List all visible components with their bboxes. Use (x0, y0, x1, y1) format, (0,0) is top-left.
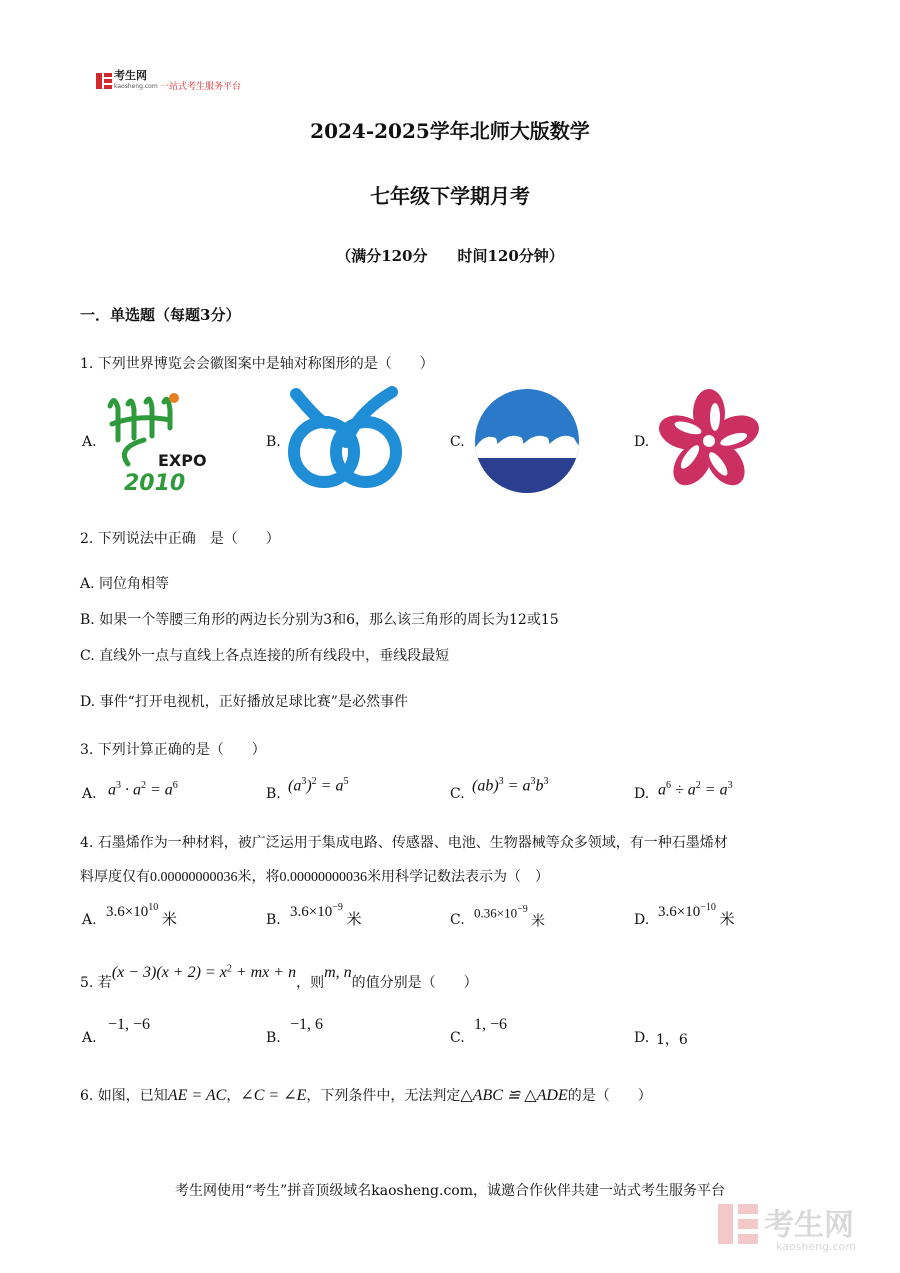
q2-option-b: B. 如果一个等腰三角形的两边长分别为3和6，那么该三角形的周长为12或15 (80, 612, 559, 628)
logo-text: 考生网 (114, 69, 147, 82)
footer-text: 考生网使用“考生”拼音顶级域名kaosheng.com，诚邀合作伙伴共建一站式考生服务平台 (174, 1183, 726, 1199)
q4-option-a-value: $3.6\times 10^{10}$ 米 (106, 902, 177, 928)
watermark-text: 考生网 (764, 1208, 854, 1243)
question-6-stem: 6. 如图，已知AE = AC，∠C = ∠E，下列条件中，无法判定△ABC ≌ △ADE的是（ ） (80, 1087, 652, 1104)
q3-option-d-formula: $a^6 \div a^2 = a^3$ (658, 780, 733, 799)
expo-year: 2010 (124, 471, 186, 494)
q3-option-c-label: C. (450, 786, 465, 802)
q3-option-d-label: D. (634, 786, 650, 802)
q5-option-c-value: 1, −6 (474, 1016, 508, 1033)
q2-option-c: C. 直线外一点与直线上各点连接的所有线段中，垂线段最短 (80, 648, 450, 664)
q1-option-c-label: C. (450, 434, 465, 450)
q2-option-a: A. 同位角相等 (80, 576, 170, 592)
q5-option-b-label: B. (266, 1030, 281, 1046)
q4-option-b-value: $3.6\times 10^{-9}$ 米 (290, 902, 362, 928)
q4-option-c-value: $0.36\times 10^{-9}$ 米 (474, 904, 545, 930)
q3-option-c-formula: $(ab)^3 = a^3b^3$ (472, 776, 549, 795)
logo-slogan: 一站式考生服务平台 (160, 82, 242, 92)
exam-subtitle: 七年级下学期月考 (370, 184, 530, 208)
expo-text: EXPO (158, 451, 207, 470)
watermark-subtext: kaosheng.com (776, 1240, 857, 1253)
question-1-stem: 1. 下列世界博览会会徽图案中是轴对称图形的是（ ） (80, 356, 434, 372)
q4-option-a-label: A. (82, 912, 97, 928)
expo-2010-emblem-icon (104, 388, 216, 494)
q3-option-a-label: A. (82, 786, 97, 802)
exam-title: 2024-2025学年北师大版数学 (310, 119, 590, 143)
q1-option-d-label: D. (634, 434, 650, 450)
q4-option-d-value: $3.6\times 10^{-10}$ 米 (658, 902, 735, 928)
q3-option-b-formula: $(a^3)^2 = a^5$ (288, 776, 349, 795)
q2-option-d: D. 事件“打开电视机，正好播放足球比赛”是必然事件 (80, 694, 408, 710)
flower-emblem-icon (656, 388, 762, 494)
watermark-logo-icon (718, 1204, 758, 1244)
q5-option-a-value: −1, −6 (108, 1016, 151, 1033)
q5-option-d-label: D. (634, 1030, 650, 1046)
wave-circle-emblem-icon (472, 388, 582, 494)
q3-option-b-label: B. (266, 786, 281, 802)
watermark (718, 1200, 878, 1256)
section-heading: 一．单选题（每题3分） (80, 306, 241, 324)
q1-option-a-label: A. (82, 434, 97, 450)
q4-option-b-label: B. (266, 912, 281, 928)
question-2-stem: 2. 下列说法中正确 是（ ） (80, 531, 280, 547)
question-4-line-1: 4. 石墨烯作为一种材料，被广泛运用于集成电路、传感器、电池、生物器械等众多领域，有一种石墨烯材 (80, 835, 728, 851)
q1-option-b-label: B. (266, 434, 281, 450)
kaosheng-logo-icon (96, 73, 112, 89)
q4-option-d-label: D. (634, 912, 650, 928)
interlocked-rings-emblem-icon (288, 382, 402, 494)
q3-option-a-formula: $a^3 \cdot a^2 = a^6$ (108, 780, 178, 799)
question-3-stem: 3. 下列计算正确的是（ ） (80, 742, 266, 758)
question-4-line-2: 料厚度仅有0.00000000036米，将0.00000000036米用科学记数法表示为（ ） (80, 869, 549, 885)
exam-info: （满分120分 时间120分钟） (336, 247, 564, 265)
q5-option-a-label: A. (82, 1030, 97, 1046)
q5-option-d-value: 1，6 (656, 1032, 688, 1048)
q5-option-c-label: C. (450, 1030, 465, 1046)
q5-option-b-value: −1, 6 (290, 1016, 324, 1033)
question-5-stem: 5. 若$(x - 3)(x + 2) = x^2$ + mx + n，则m, n的值分别是（ ） (80, 963, 478, 991)
logo-subtext: kaosheng.com (114, 83, 158, 90)
q4-option-c-label: C. (450, 912, 465, 928)
